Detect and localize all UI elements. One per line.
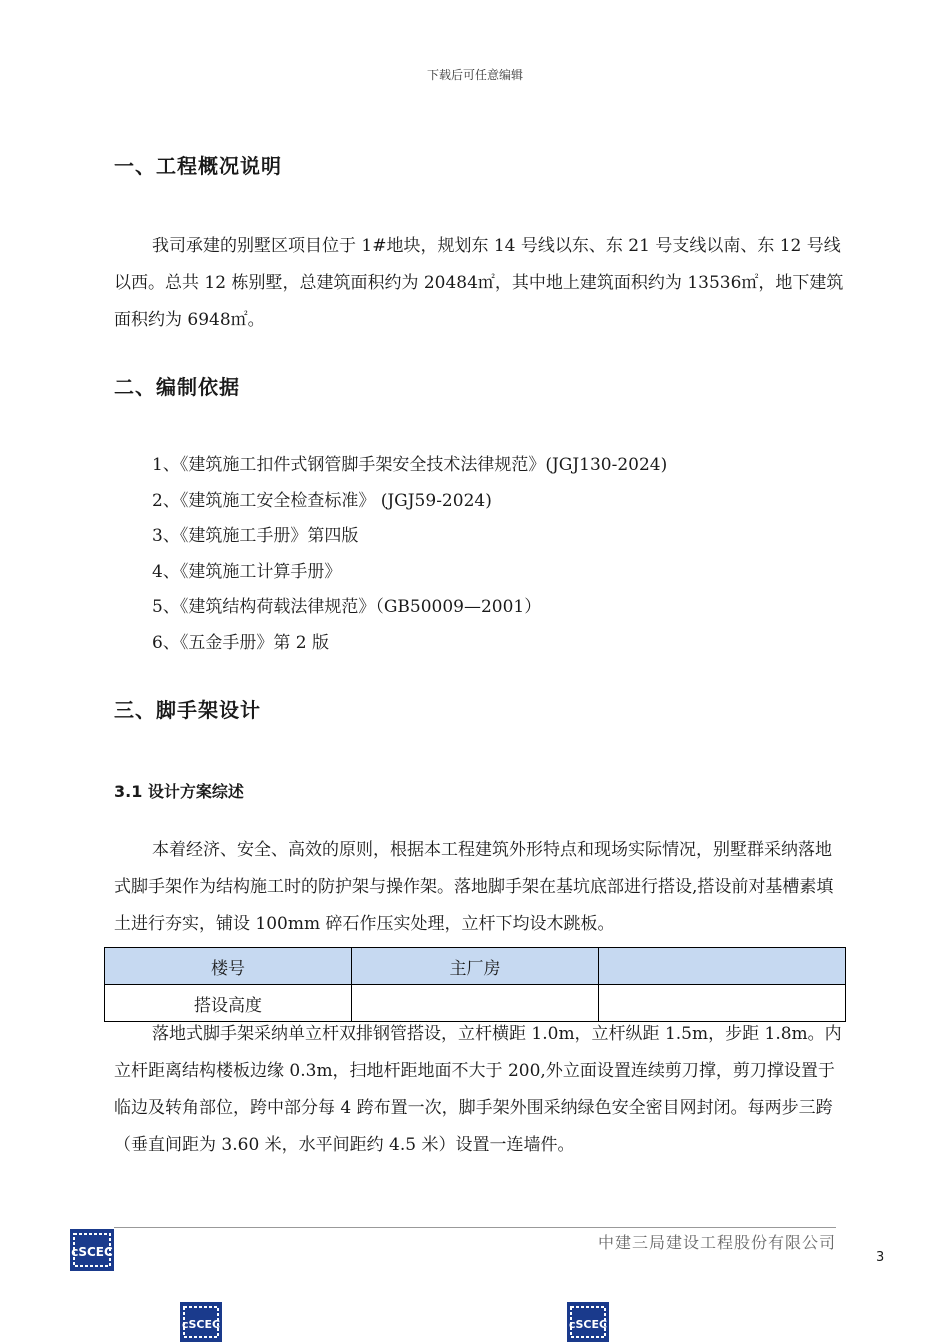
- svg-text:cSCEC: cSCEC: [71, 1245, 113, 1259]
- page-number: 3: [876, 1250, 885, 1265]
- section-1-title: 一、工程概况说明: [114, 154, 282, 178]
- svg-text:cSCEC: cSCEC: [568, 1318, 608, 1331]
- reference-list: [152, 448, 667, 661]
- cscec-logo: [567, 1302, 609, 1342]
- table-header-row: [105, 948, 846, 985]
- company-name: 中建三局建设工程股份有限公司: [597, 1233, 836, 1252]
- section-3-para-2: [114, 1016, 844, 1164]
- reference-item: 5、《建筑结构荷载法律规范》（GB50009—2001）: [152, 597, 542, 617]
- reference-item: 4、《建筑施工计算手册》: [152, 561, 342, 582]
- header-note: 下载后可任意编辑: [426, 68, 523, 82]
- table-header-cell: 主厂房: [352, 948, 599, 985]
- section-3-title: 三、脚手架设计: [114, 698, 261, 722]
- section-3-1-title: 3.1 设计方案综述: [114, 782, 244, 801]
- reference-item: 2、《建筑施工安全检查标准》 (JGJ59-2024): [152, 490, 492, 511]
- design-paragraph-1: 本着经济、安全、高效的原则，根据本工程建筑外形特点和现场实际情况，别墅群采纳落地式脚手架作为结构施工时的防护架与操作架。落地脚手架在基坑底部进行搭设,搭设前对基槽素填土进行夯实，铺设 100mm 碎石作压实处理，立杆下均设木跳板。: [114, 840, 834, 934]
- cscec-logo: [70, 1229, 114, 1271]
- footer-divider: [114, 1227, 836, 1228]
- design-paragraph-2: 落地式脚手架采纳单立杆双排钢管搭设，立杆横距 1.0m，立杆纵距 1.5m，步距 1.8m。内立杆距离结构楼板边缘 0.3m，扫地杆距地面不大于 200,外立面设置连续剪刀撑，剪刀撑设置于临边及转角部位，跨中部分每 4 跨布置一次，脚手架外围采纳绿色安全密目网封闭。每两步三跨（垂直间距为 3.60 米，水平间距约 4.5 米）设置一连墙件。: [114, 1024, 842, 1155]
- section-1-body: [114, 228, 844, 339]
- reference-item: 1、《建筑施工扣件式钢管脚手架安全技术法律规范》(JGJ130-2024): [152, 455, 668, 475]
- table-header-cell: 楼号: [105, 948, 352, 985]
- svg-text:cSCEC: cSCEC: [181, 1318, 221, 1331]
- height-table: [104, 947, 846, 1022]
- cscec-logo: [180, 1302, 222, 1342]
- reference-item: 6、《五金手册》第 2 版: [152, 632, 329, 653]
- reference-item: 3、《建筑施工手册》第四版: [152, 526, 359, 546]
- table-header-cell: [599, 948, 846, 985]
- section-1-paragraph: 我司承建的别墅区项目位于 1#地块，规划东 14 号线以东、东 21 号支线以南、东 12 号线以西。总共 12 栋别墅，总建筑面积约为 20484㎡，其中地上建筑面积约为 13536㎡，地下建筑面积约为 6948㎡。: [114, 236, 844, 330]
- table-cell: 搭设高度: [105, 985, 352, 1022]
- section-2-title: 二、编制依据: [114, 375, 240, 399]
- section-3-para-1: [114, 832, 844, 943]
